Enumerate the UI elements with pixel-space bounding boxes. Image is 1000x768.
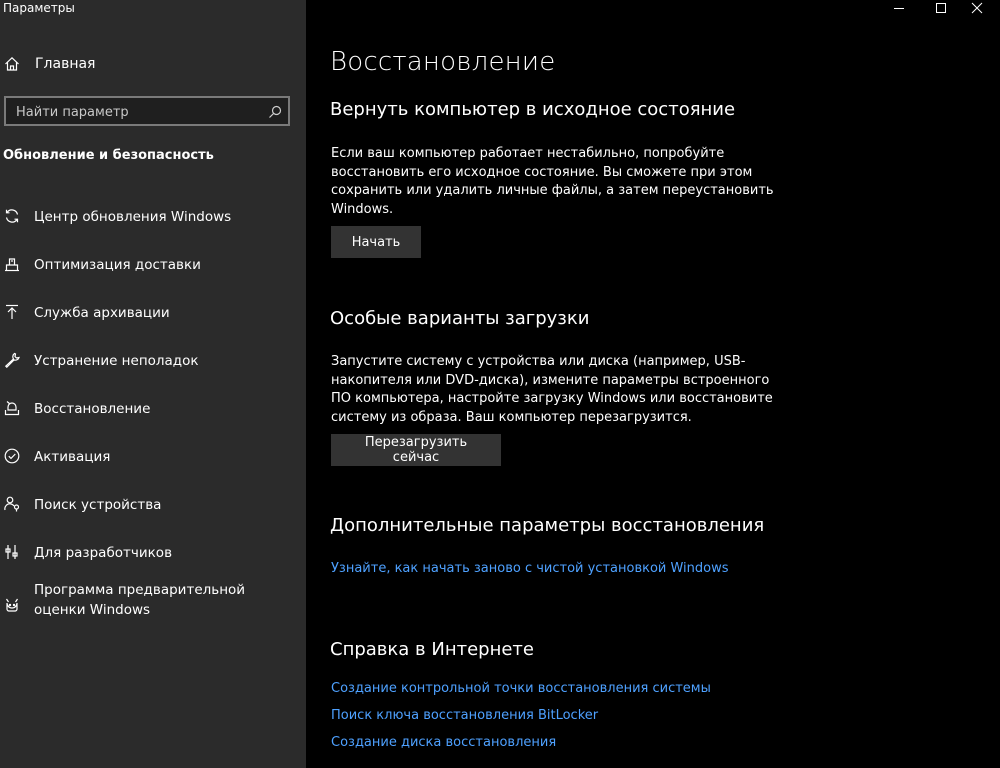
sidebar-item-activation[interactable] — [0, 436, 300, 476]
insider-cat-icon — [4, 596, 20, 616]
help-link-bitlocker-key[interactable]: Поиск ключа восстановления BitLocker — [331, 708, 599, 723]
more-options-heading: Дополнительные параметры восстановления — [330, 515, 765, 536]
reset-description: Если ваш компьютер работает нестабильно, попробуйте восстановить его исходное состояние. Вы сможете при этом сохранить или удалить личные файлы, а затем переустановить Windows. — [331, 146, 774, 217]
page-title: Восстановление — [330, 47, 556, 77]
advanced-startup-heading: Особые варианты загрузки — [330, 308, 590, 329]
search-input[interactable] — [14, 101, 258, 123]
restart-now-button[interactable]: Перезагрузить сейчас — [331, 434, 501, 466]
sidebar-item-label: Служба архивации — [34, 305, 170, 321]
close-button[interactable] — [954, 0, 1000, 14]
backup-icon — [4, 304, 20, 324]
sidebar-home-label: Главная — [35, 56, 96, 72]
check-circle-icon — [4, 448, 20, 468]
sidebar-item-troubleshoot[interactable] — [0, 340, 300, 380]
sidebar-item-developers[interactable] — [0, 532, 300, 572]
sidebar-item-label: Оптимизация доставки — [34, 257, 201, 273]
reset-heading: Вернуть компьютер в исходное состояние — [330, 99, 736, 120]
sidebar-item-insider[interactable] — [0, 584, 300, 632]
sidebar-item-backup[interactable] — [0, 292, 300, 332]
sidebar-item-label: Восстановление — [34, 401, 151, 417]
sidebar-item-delivery-optimization[interactable] — [0, 244, 300, 284]
search-box[interactable] — [4, 96, 290, 126]
minimize-button[interactable] — [876, 0, 922, 14]
delivery-icon — [4, 256, 20, 276]
advanced-startup-description: Запустите систему с устройства или диска (например, USB-накопителя или DVD-диска), измените параметры встроенного ПО компьютера, настройте загрузку Windows или восстановите систему из образа. Ваш компьютер перезагрузится. — [331, 354, 773, 425]
help-heading: Справка в Интернете — [330, 639, 534, 660]
help-link-restore-point[interactable]: Создание контрольной точки восстановления системы — [331, 681, 711, 696]
reset-start-button[interactable]: Начать — [331, 226, 421, 258]
sidebar-item-label: Программа предварительной оценки Windows — [34, 582, 246, 618]
sidebar-item-label: Поиск устройства — [34, 497, 162, 513]
person-location-icon — [4, 496, 20, 516]
sidebar-item-windows-update[interactable] — [0, 196, 300, 236]
developer-icon — [4, 544, 20, 564]
app-title: Параметры — [3, 1, 75, 15]
sidebar-item-recovery[interactable] — [0, 388, 300, 428]
sync-icon — [4, 208, 20, 228]
sidebar-item-find-device[interactable] — [0, 484, 300, 524]
sidebar — [0, 0, 306, 768]
sidebar-item-label: Активация — [34, 449, 111, 465]
search-icon[interactable] — [268, 104, 282, 123]
sidebar-item-label: Центр обновления Windows — [34, 209, 232, 225]
sidebar-item-label: Для разработчиков — [34, 545, 173, 561]
sidebar-item-label: Устранение неполадок — [34, 353, 199, 369]
clean-install-link[interactable]: Узнайте, как начать заново с чистой установкой Windows — [331, 561, 729, 576]
home-icon — [4, 56, 20, 76]
close-icon — [954, 1, 1000, 15]
sidebar-home[interactable] — [0, 52, 300, 76]
wrench-icon — [4, 352, 20, 372]
sidebar-section-title: Обновление и безопасность — [3, 148, 214, 163]
minimize-icon — [876, 1, 922, 15]
help-link-recovery-drive[interactable]: Создание диска восстановления — [331, 735, 557, 750]
recovery-icon — [4, 400, 20, 420]
